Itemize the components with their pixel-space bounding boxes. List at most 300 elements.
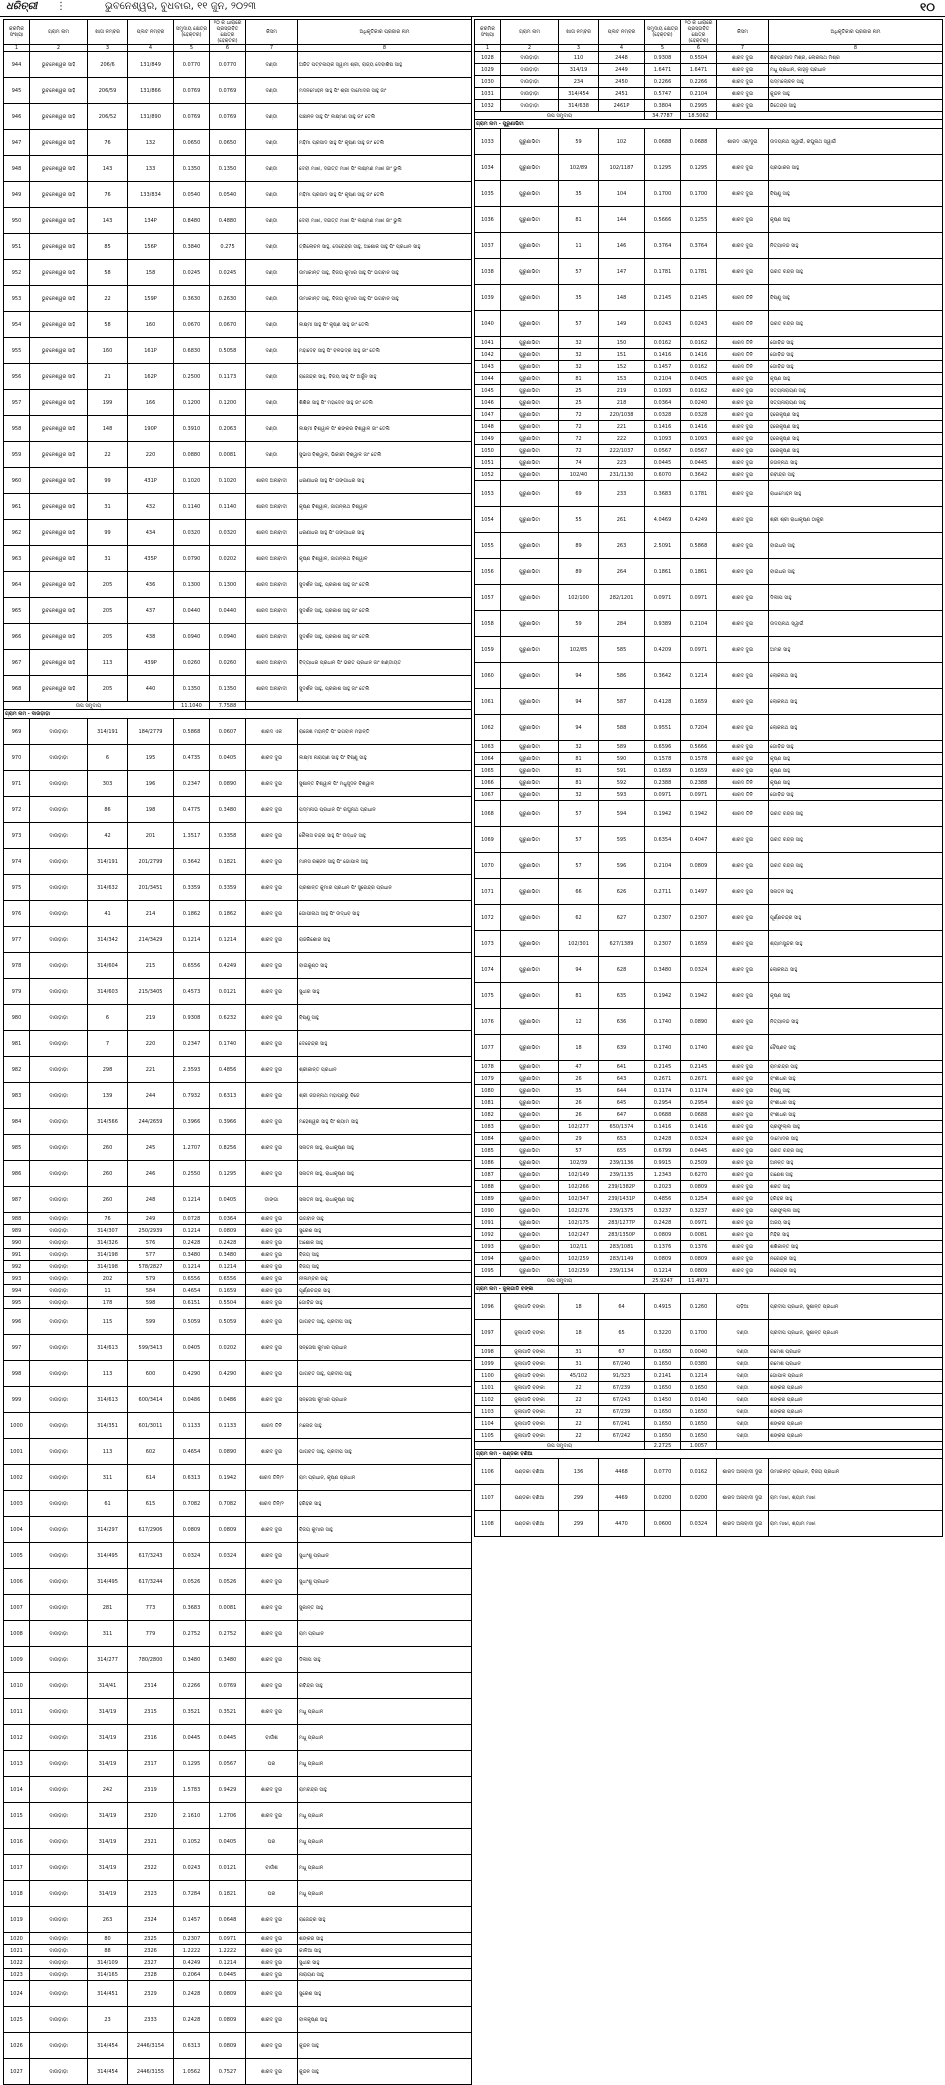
row-khata-number: 58 <box>88 312 128 338</box>
subtotal-label: ଉପ ସମୁଦାୟ <box>475 112 645 120</box>
row-acquired-area: 0.0567 <box>210 1751 246 1777</box>
row-kisam: ଶାରଦ ଦୁଇ <box>717 507 769 533</box>
row-acquired-area: 0.1821 <box>210 849 246 875</box>
row-owner-name: ଗଣେଶ ସାହୁ <box>769 1169 943 1181</box>
row-sl-number: 944 <box>4 52 30 78</box>
row-sl-number: 1072 <box>475 905 501 931</box>
row-village: ଦାଉଡ଼ାଡ଼ା <box>30 1285 88 1297</box>
row-khata-number: 31 <box>559 1346 599 1358</box>
row-acquired-area: 0.0162 <box>681 361 717 373</box>
row-sl-number: 1013 <box>4 1751 30 1777</box>
row-sl-number: 1009 <box>4 1647 30 1673</box>
table-row <box>475 983 943 1009</box>
row-owner-name: ରାମଚନ୍ଦ୍ର ସାହୁ <box>769 1061 943 1073</box>
row-kisam: ଶାରଦ ଦୁଇ <box>246 1439 298 1465</box>
row-kisam: ଶାରଦ ଦୁଇ <box>246 953 298 979</box>
table-row <box>475 1133 943 1145</box>
row-acquired-area: 0.0809 <box>210 1981 246 2007</box>
row-khata-number: 81 <box>559 777 599 789</box>
row-owner-name: ପ୍ରଦୀପ ପ୍ରଧାନ, ସୁଶାନ୍ତ ପ୍ରଧାନ <box>769 1294 943 1320</box>
row-total-area: 0.3237 <box>645 1205 681 1217</box>
row-khata-number: 314/603 <box>88 979 128 1005</box>
row-kisam: ଦଣ୍ଡା <box>717 1418 769 1430</box>
row-plot-number: 602 <box>128 1439 174 1465</box>
row-village: ଭୁବନେଶ୍ୱର ସାହି <box>30 156 88 182</box>
row-kisam: ଦଣ୍ଡା <box>246 182 298 208</box>
row-village: ପୁରୁଣାଭିଟା <box>501 689 559 715</box>
row-acquired-area: 0.1200 <box>210 390 246 416</box>
header-separator: ⋮ <box>56 1 66 12</box>
row-total-area: 0.0200 <box>645 1485 681 1511</box>
row-plot-number: 220 <box>128 1031 174 1057</box>
row-village: ପୁରୁଣାଭିଟା <box>501 1265 559 1277</box>
row-khata-number: 102/266 <box>559 1181 599 1193</box>
row-plot-number: 283/1149 <box>599 1253 645 1265</box>
header-village: ଗ୍ରାମ ନାମ <box>30 20 88 45</box>
row-village: ଭୁବନେଶ୍ୱର ସାହି <box>30 520 88 546</box>
row-acquired-area: 0.6232 <box>210 1005 246 1031</box>
row-acquired-area: 0.0769 <box>210 78 246 104</box>
row-kisam: ଶାରଦ ଦୁଇ <box>717 1193 769 1205</box>
row-village: ଦାଉଡ଼ାଡ଼ା <box>30 1907 88 1933</box>
row-village: ପୁରୁଣାଭିଟା <box>501 741 559 753</box>
row-village: ଭୁବନେଶ୍ୱର ସାହି <box>30 676 88 702</box>
row-plot-number: 438 <box>128 624 174 650</box>
row-khata-number: 21 <box>88 364 128 390</box>
row-khata-number: 81 <box>559 207 599 233</box>
row-kisam: ଶାରଦ ଦୁଇ <box>246 2033 298 2059</box>
header-kisam: କିସମ <box>717 20 769 45</box>
row-acquired-area: 0.1416 <box>681 1121 717 1133</box>
row-khata-number: 23 <box>88 2007 128 2033</box>
row-plot-number: 2326 <box>128 1945 174 1957</box>
header-owner: ଅଧିକୃତିକାର ପ୍ରଜାର ନାମ <box>769 20 943 45</box>
row-sl-number: 952 <box>4 260 30 286</box>
row-total-area: 0.1659 <box>645 765 681 777</box>
table-row <box>4 1465 472 1491</box>
row-acquired-area: 0.0688 <box>681 129 717 155</box>
row-total-area: 0.1740 <box>645 1035 681 1061</box>
row-sl-number: 1097 <box>475 1320 501 1346</box>
row-kisam: ଶାରଦ ଦୁଇ <box>717 1205 769 1217</box>
row-total-area: 0.0245 <box>174 260 210 286</box>
section-row <box>475 1450 943 1459</box>
row-acquired-area: 0.0040 <box>681 1346 717 1358</box>
row-owner-name: ମିହିର ସାହୁ <box>769 1229 943 1241</box>
row-khata-number: 314/307 <box>88 1225 128 1237</box>
row-acquired-area: 0.0328 <box>681 409 717 421</box>
row-acquired-area: 0.0809 <box>681 853 717 879</box>
row-village: ପୁରୁଣାଭିଟା <box>501 1181 559 1193</box>
row-plot-number: 437 <box>128 598 174 624</box>
row-village: ଦାଉଡ଼ାଡ଼ା <box>501 64 559 76</box>
row-khata-number: 314/19 <box>88 1881 128 1907</box>
row-acquired-area: 0.0809 <box>210 2033 246 2059</box>
row-plot-number: 614 <box>128 1465 174 1491</box>
row-khata-number: 102/247 <box>559 1229 599 1241</box>
row-sl-number: 1004 <box>4 1517 30 1543</box>
row-khata-number: 314/165 <box>88 1969 128 1981</box>
row-kisam: ଶାରଦ ଦୁଇ <box>717 76 769 88</box>
row-plot-number: 264 <box>599 559 645 585</box>
row-khata-number: 314/604 <box>88 953 128 979</box>
row-village: ପୁରୁଣାଭିଟା <box>501 1169 559 1181</box>
row-acquired-area: 0.0670 <box>210 312 246 338</box>
row-acquired-area: 0.1497 <box>681 879 717 905</box>
row-village: ପୁରୁଣାଭିଟା <box>501 507 559 533</box>
row-total-area: 0.1214 <box>174 1261 210 1273</box>
row-acquired-area: 0.0648 <box>210 1907 246 1933</box>
row-plot-number: 641 <box>599 1061 645 1073</box>
row-total-area: 0.1295 <box>645 155 681 181</box>
row-plot-number: 779 <box>128 1621 174 1647</box>
row-sl-number: 1094 <box>475 1253 501 1265</box>
row-kisam: ଶାରଦ ଦୁଇ <box>246 1031 298 1057</box>
row-sl-number: 1052 <box>475 469 501 481</box>
row-kisam: ଶାରଦ ଦୁଇ <box>717 1073 769 1085</box>
row-total-area: 0.0688 <box>645 129 681 155</box>
row-plot-number: 2446/3154 <box>128 2033 174 2059</box>
row-sl-number: 975 <box>4 875 30 901</box>
subtotal-row <box>475 112 943 120</box>
row-village: ପୁରୁଣାଭିଟା <box>501 585 559 611</box>
row-plot-number: 586 <box>599 663 645 689</box>
row-village: ଜୁଲାଗାଡି ବଙ୍କା <box>501 1358 559 1370</box>
row-sl-number: 1018 <box>4 1881 30 1907</box>
table-row <box>475 1121 943 1133</box>
row-owner-name: ଉଦୟନାଥ ସ୍ୱାଇଁ, ରଘୁନାଥ ସ୍ୱାଇଁ <box>769 129 943 155</box>
row-khata-number: 160 <box>88 338 128 364</box>
row-khata-number: 32 <box>559 361 599 373</box>
row-kisam: ଶାରଦ ଦୁଇ <box>717 1009 769 1035</box>
row-khata-number: 35 <box>559 285 599 311</box>
row-sl-number: 958 <box>4 416 30 442</box>
row-village: ଜୁଲାଗାଡି ବଙ୍କା <box>501 1346 559 1358</box>
row-sl-number: 1060 <box>475 663 501 689</box>
col-number: 4 <box>128 45 174 52</box>
row-total-area: 0.2104 <box>645 373 681 385</box>
row-total-area: 0.3683 <box>645 481 681 507</box>
row-total-area: 0.0940 <box>174 624 210 650</box>
row-khata-number: 314/495 <box>88 1543 128 1569</box>
row-kisam: ଶାରଦ ଦୁଇ <box>717 1157 769 1169</box>
row-village: ଦାଉଡ଼ାଡ଼ା <box>30 953 88 979</box>
row-owner-name: ପଞ୍ଚାନନ ସାହୁ ପିଂ ଲକ୍ଷ୍ମଣ ସାହୁ ଜାଂ ତେଲି <box>298 104 472 130</box>
row-acquired-area: 0.0162 <box>681 1459 717 1485</box>
header-plot: ପ୍ଲଟ ନମ୍ବର <box>128 20 174 45</box>
row-owner-name: ରାମ ପ୍ରଧାନ, କୃଷ୍ଣ ପ୍ରଧାନ <box>298 1465 472 1491</box>
table-row <box>475 1061 943 1073</box>
row-acquired-area: 0.0526 <box>210 1569 246 1595</box>
row-khata-number: 314/342 <box>88 927 128 953</box>
row-sl-number: 947 <box>4 130 30 156</box>
row-total-area: 1.6471 <box>645 64 681 76</box>
row-khata-number: 314/638 <box>559 100 599 112</box>
section-row <box>4 710 472 719</box>
table-row <box>4 1031 472 1057</box>
row-plot-number: 598 <box>128 1297 174 1309</box>
row-plot-number: 215 <box>128 953 174 979</box>
header-date: ଭୁବନେଶ୍ୱର, ବୁଧବାର, ୧୧ ଜୁନ, ୨୦୨୩ <box>105 1 256 12</box>
row-village: ଜୁଲାଗାଡି ବଙ୍କା <box>501 1430 559 1442</box>
row-sl-number: 1008 <box>4 1621 30 1647</box>
row-total-area: 0.2428 <box>174 1237 210 1249</box>
header-khata: ଖାତା ନମ୍ବର <box>88 20 128 45</box>
row-kisam: ଶାରଦ ଦୁଇ <box>246 1335 298 1361</box>
row-owner-name: ଶରତ ସାହୁ <box>769 1181 943 1193</box>
row-kisam: ଶାରଦ ଦୁଇ <box>246 1135 298 1161</box>
table-row <box>475 879 943 905</box>
row-acquired-area: 0.1781 <box>681 481 717 507</box>
row-village: ପୁରୁଣାଭିଟା <box>501 259 559 285</box>
row-village: ପୁରୁଣାଭିଟା <box>501 373 559 385</box>
row-acquired-area: 0.0567 <box>681 445 717 457</box>
row-owner-name: ରାମ ମାଝୀ, ଶ୍ୟାମ ମାଝୀ <box>769 1485 943 1511</box>
row-village: ପୁରୁଣାଭିଟା <box>501 433 559 445</box>
row-sl-number: 1017 <box>4 1855 30 1881</box>
row-plot-number: 2333 <box>128 2007 174 2033</box>
row-plot-number: 600 <box>128 1361 174 1387</box>
row-acquired-area: 0.1659 <box>681 931 717 957</box>
row-khata-number: 102/89 <box>559 155 599 181</box>
row-sl-number: 1020 <box>4 1933 30 1945</box>
table-row <box>475 777 943 789</box>
row-acquired-area: 0.1174 <box>681 1085 717 1097</box>
row-total-area: 0.1295 <box>174 1751 210 1777</box>
row-sl-number: 1076 <box>475 1009 501 1035</box>
row-plot-number: 214 <box>128 901 174 927</box>
row-village: ଦାଉଡ଼ାଡ଼ା <box>30 1225 88 1237</box>
row-kisam: ଶାରଦ ଦୁଇ <box>246 1543 298 1569</box>
row-sl-number: 1058 <box>475 611 501 637</box>
row-total-area: 0.2711 <box>645 879 681 905</box>
row-plot-number: 144 <box>599 207 645 233</box>
row-owner-name: ବିଷ୍ଣୁ ସାହୁ <box>298 1005 472 1031</box>
row-plot-number: 599/3413 <box>128 1335 174 1361</box>
table-row <box>475 765 943 777</box>
row-owner-name: ସୁଧୀର ସାହୁ <box>298 1957 472 1969</box>
row-kisam: ଶାରଦ ଦୁଇ <box>717 879 769 905</box>
row-total-area: 0.0445 <box>645 457 681 469</box>
table-row <box>475 409 943 421</box>
row-kisam: ଶାରଦ ଦୁଇ <box>717 931 769 957</box>
row-kisam: ଶାରଦ ଦୁଇ <box>717 765 769 777</box>
row-khata-number: 202 <box>88 1273 128 1285</box>
table-row <box>4 1237 472 1249</box>
row-acquired-area: 0.1255 <box>681 207 717 233</box>
col-number: 7 <box>246 45 298 52</box>
row-acquired-area: 0.2428 <box>210 1237 246 1249</box>
row-owner-name: ଶ୍ରୀ ଶ୍ରୀ ରାଧାକୃଷ୍ଣ ଠାକୁର <box>769 507 943 533</box>
row-sl-number: 1077 <box>475 1035 501 1061</box>
row-khata-number: 11 <box>559 233 599 259</box>
row-total-area: 0.3840 <box>174 234 210 260</box>
row-owner-name: ଦିଲୀପ ସାହୁ <box>769 585 943 611</box>
row-acquired-area: 0.0162 <box>681 337 717 349</box>
header-acquired-area: ୨୦ କ ଧାରାରେ ପ୍ରସ୍ତାବିତ କ୍ଷେତ୍ର (ହେକ୍ଟର) <box>681 20 717 45</box>
row-khata-number: 314/297 <box>88 1517 128 1543</box>
row-total-area: 0.9551 <box>645 715 681 741</box>
row-plot-number: 626 <box>599 879 645 905</box>
row-khata-number: 234 <box>559 76 599 88</box>
row-total-area: 0.0770 <box>645 1459 681 1485</box>
row-khata-number: 88 <box>88 1945 128 1957</box>
row-acquired-area: 0.3966 <box>210 1109 246 1135</box>
row-plot-number: 223 <box>599 457 645 469</box>
row-owner-name: ଧରଣୀଧର ସାହୁ ପିଂ ଗଙ୍ଗାଧର ସାହୁ <box>298 468 472 494</box>
row-sl-number: 960 <box>4 468 30 494</box>
row-total-area: 0.6596 <box>645 741 681 753</box>
table-row <box>4 1285 472 1297</box>
col-number: 3 <box>559 45 599 52</box>
row-acquired-area: 0.0809 <box>210 2007 246 2033</box>
row-sl-number: 1014 <box>4 1777 30 1803</box>
table-row <box>475 611 943 637</box>
row-total-area: 0.3764 <box>645 233 681 259</box>
row-acquired-area: 0.0769 <box>210 104 246 130</box>
row-khata-number: 85 <box>88 234 128 260</box>
row-sl-number: 972 <box>4 797 30 823</box>
row-owner-name: ମହାଦେବ ସାହୁ ପିଂ ବଳଭଦ୍ର ସାହୁ ଜାଂ ତେଲି <box>298 338 472 364</box>
row-khata-number: 206/6 <box>88 52 128 78</box>
row-owner-name: ଶିବପ୍ରସାଦ ମିଶ୍ର, ଲୋକନାଥ ମିଶ୍ର <box>769 52 943 64</box>
row-plot-number: 131/849 <box>128 52 174 78</box>
row-total-area: 1.0562 <box>174 2059 210 2085</box>
row-plot-number: 2317 <box>128 1751 174 1777</box>
row-kisam: ଶାରଦ ତିନି <box>717 349 769 361</box>
row-village: ପୁରୁଣାଭିଟା <box>501 285 559 311</box>
row-village: ଦାଉଡ଼ାଡ଼ା <box>30 771 88 797</box>
row-acquired-area: 0.1214 <box>210 927 246 953</box>
table-row <box>475 1097 943 1109</box>
row-total-area: 0.0809 <box>645 1229 681 1241</box>
row-kisam: ଶାରଦ ତିନି <box>717 361 769 373</box>
row-plot-number: 587 <box>599 689 645 715</box>
row-plot-number: 590 <box>599 753 645 765</box>
row-sl-number: 995 <box>4 1297 30 1309</box>
row-khata-number: 22 <box>559 1430 599 1442</box>
row-owner-name: ବୈଷ୍ଣବ ସାହୁ <box>769 1035 943 1061</box>
row-owner-name: ରାମଚନ୍ଦ୍ର ସାହୁ <box>298 1777 472 1803</box>
row-village: ଦାଉଡ଼ାଡ଼ା <box>30 1595 88 1621</box>
row-kisam: ଶାରଦ ଦୁଇ <box>246 1273 298 1285</box>
row-village: ଦାଉଡ଼ାଡ଼ା <box>30 875 88 901</box>
row-kisam: ଶାରଦ ଦୁଇ <box>717 433 769 445</box>
row-khata-number: 41 <box>88 901 128 927</box>
row-acquired-area: 0.0809 <box>681 1265 717 1277</box>
row-village: ଦାଉଡ଼ାଡ଼ା <box>30 1829 88 1855</box>
row-total-area: 0.1376 <box>645 1241 681 1253</box>
row-sl-number: 1001 <box>4 1439 30 1465</box>
row-village: ପୁରୁଣାଭିଟା <box>501 1253 559 1265</box>
row-total-area: 0.2347 <box>174 771 210 797</box>
row-owner-name: କୃଷ୍ଣ ସାହୁ <box>769 983 943 1009</box>
row-village: ଦାଉଡ଼ାଡ଼ା <box>501 100 559 112</box>
row-owner-name: କୃଷ୍ଣ ସାହୁ <box>769 753 943 765</box>
row-owner-name: ନାରାୟଣ ସାହୁ <box>298 1969 472 1981</box>
subtotal-total-area: 2.2725 <box>645 1442 681 1450</box>
row-acquired-area: 0.0364 <box>210 1213 246 1225</box>
row-kisam: ଶାରଦ ଦୁଇ <box>717 207 769 233</box>
row-khata-number: 32 <box>559 789 599 801</box>
row-owner-name: ଭରତ ଚନ୍ଦ୍ର ସାହୁ <box>769 259 943 285</box>
row-plot-number: 284 <box>599 611 645 637</box>
row-total-area: 0.1093 <box>645 433 681 445</box>
row-owner-name: ଦେବୀ ମାଝୀ, ଦଇତ୍ତ ମାଝୀ ପିଂ ଲକ୍ଷ୍ମଣ ମାଝୀ ଜାଂ ଭୁଲି <box>298 208 472 234</box>
row-kisam: ଶାରଦ ଦୁଇ <box>717 457 769 469</box>
row-khata-number: 47 <box>559 1061 599 1073</box>
row-village: ଦାଉଡ଼ାଡ଼ା <box>30 1335 88 1361</box>
row-total-area: 0.4209 <box>645 637 681 663</box>
table-row <box>4 1647 472 1673</box>
row-plot-number: 653 <box>599 1133 645 1145</box>
row-khata-number: 26 <box>559 1073 599 1085</box>
row-owner-name: ପ୍ରଫୁଲ୍ଲ ସାହୁ <box>769 1205 943 1217</box>
row-sl-number: 1092 <box>475 1229 501 1241</box>
row-owner-name: କୁନ୍ଦନ ସାହୁ <box>298 2059 472 2085</box>
row-total-area: 0.4735 <box>174 745 210 771</box>
row-owner-name: ମଧୁ ପ୍ରଧାନ <box>298 1699 472 1725</box>
table-row <box>4 572 472 598</box>
row-owner-name: କୁନ୍ଦନ ସାହୁ <box>769 88 943 100</box>
row-plot-number: 102/1187 <box>599 155 645 181</box>
table-header-row <box>475 20 943 45</box>
col-number: 6 <box>210 45 246 52</box>
row-kisam: ଶାରଦ ଦୁଇ <box>717 1085 769 1097</box>
subtotal-acquired-area: 1.0057 <box>681 1442 717 1450</box>
row-khata-number: 22 <box>88 286 128 312</box>
table-row <box>4 1569 472 1595</box>
row-owner-name: ଶଶିକାନ୍ତ ସାହୁ <box>769 1241 943 1253</box>
row-total-area: 0.0364 <box>645 397 681 409</box>
row-owner-name: ଗୋପାଳ ପ୍ରଧାନ <box>769 1370 943 1382</box>
row-khata-number: 178 <box>88 1297 128 1309</box>
row-kisam: ଶାରଦ ଦୁଇ <box>246 979 298 1005</box>
row-sl-number: 1041 <box>475 337 501 349</box>
row-owner-name: ବଂଶୀଧର ସାହୁ <box>769 1109 943 1121</box>
row-sl-number: 1007 <box>4 1595 30 1621</box>
row-acquired-area: 0.2104 <box>681 611 717 637</box>
row-plot-number: 67/243 <box>599 1394 645 1406</box>
row-sl-number: 985 <box>4 1135 30 1161</box>
row-owner-name: ରାଜକିଶୋର ସାହୁ <box>298 927 472 953</box>
row-acquired-area: 0.0445 <box>210 1969 246 1981</box>
row-plot-number: 600/3414 <box>128 1387 174 1413</box>
row-owner-name: ସୁଦର୍ଶନ ସାହୁ, ପ୍ରକାଶ ସାହୁ ଜାଂ ତେଲି <box>298 624 472 650</box>
row-plot-number: 219 <box>599 385 645 397</box>
table-row <box>475 285 943 311</box>
row-kisam: ଶାରଦ ଦୁଇ <box>246 771 298 797</box>
row-village: ପୁରୁଣାଭିଟା <box>501 827 559 853</box>
table-row <box>4 624 472 650</box>
row-acquired-area: 0.1781 <box>681 259 717 285</box>
row-kisam: ଶାରଦ ଦୁଇ <box>246 1777 298 1803</box>
row-total-area: 0.1781 <box>645 259 681 285</box>
row-sl-number: 1046 <box>475 397 501 409</box>
row-kisam: ଶାରଦ ଦୁଇ <box>717 1265 769 1277</box>
row-acquired-area: 0.1700 <box>681 181 717 207</box>
page-number: ୧୦ <box>920 0 935 14</box>
row-khata-number: 299 <box>559 1485 599 1511</box>
row-acquired-area: 1.2706 <box>210 1803 246 1829</box>
row-sl-number: 957 <box>4 390 30 416</box>
row-kisam: ଘର <box>246 1751 298 1777</box>
table-row <box>4 1161 472 1187</box>
table-row <box>4 1855 472 1881</box>
row-kisam: ଦଣ୍ଡା <box>246 312 298 338</box>
row-plot-number: 655 <box>599 1145 645 1157</box>
row-plot-number: 584 <box>128 1285 174 1297</box>
